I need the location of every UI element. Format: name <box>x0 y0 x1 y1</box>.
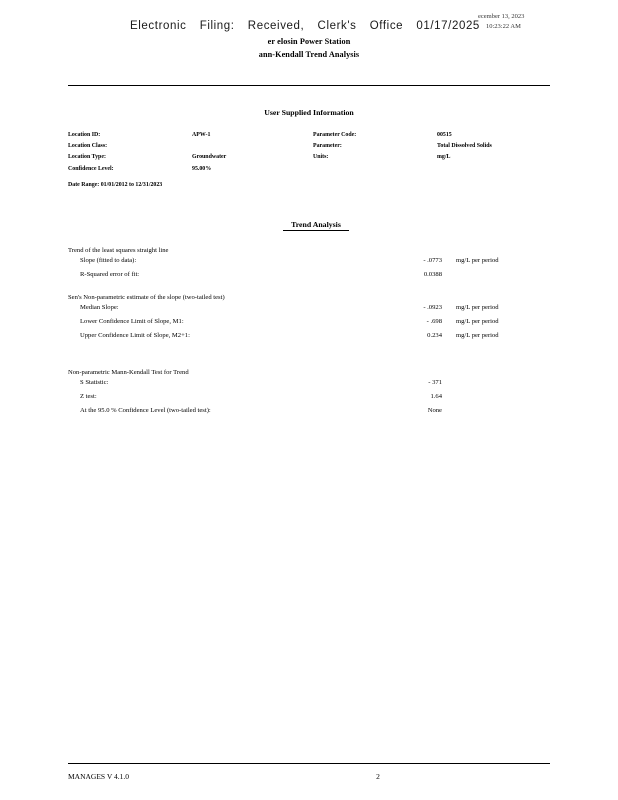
least-squares-header: Trend of the least squares straight line <box>68 247 169 254</box>
page-footer <box>68 772 550 781</box>
result-unit: mg/L per period <box>456 257 499 264</box>
result-unit: mg/L per period <box>456 318 499 325</box>
mann-kendall-header: Non-parametric Mann-Kendall Test for Trend <box>68 369 189 376</box>
least-squares-block <box>68 247 558 285</box>
info-row <box>68 166 558 177</box>
info-cell-right <box>313 132 558 138</box>
report-title-line1: er elosin Power Station <box>267 37 351 46</box>
info-label: Confidence Level: <box>68 165 114 172</box>
result-row <box>68 332 558 346</box>
sens-slope-header: Sen's Non-parametric estimate of the slope (two-tailed test) <box>68 294 225 301</box>
result-value: - .698 <box>426 318 442 325</box>
info-value: 95.00% <box>192 165 212 172</box>
info-cell-left <box>68 132 313 138</box>
info-value: 00515 <box>437 132 452 138</box>
result-label: Lower Confidence Limit of Slope, M1: <box>80 318 184 325</box>
info-value: Total Dissolved Solids <box>437 143 492 150</box>
info-row <box>68 132 558 143</box>
efiling-word-office: Office <box>369 20 404 32</box>
result-unit: mg/L per period <box>456 332 499 339</box>
print-date: ecember 13, 2023 <box>478 13 525 20</box>
result-row <box>68 271 558 285</box>
print-time: 10:23:22 AM <box>486 23 521 31</box>
info-cell-right <box>313 154 558 160</box>
efiling-word-electronic: Electronic <box>130 20 187 32</box>
user-supplied-info-grid <box>68 132 558 188</box>
print-timestamp <box>478 12 606 32</box>
footer-page-number: 2 <box>376 772 380 781</box>
info-row <box>68 154 558 165</box>
result-value: 0.234 <box>427 332 442 339</box>
result-unit: mg/L per period <box>456 304 499 311</box>
result-row <box>68 257 558 271</box>
report-title <box>0 36 618 61</box>
result-value: 1.64 <box>430 393 442 400</box>
efiling-word-filing: Filing: <box>199 20 235 32</box>
result-value: None <box>427 407 442 414</box>
info-label: Location Class: <box>68 143 108 150</box>
info-cell-left <box>68 154 313 160</box>
user-supplied-heading: User Supplied Information <box>264 108 354 117</box>
info-label: Units: <box>313 154 329 161</box>
header-divider <box>68 85 550 86</box>
info-label: Location Type: <box>68 154 106 161</box>
result-row <box>68 407 558 421</box>
footer-divider <box>68 763 550 764</box>
result-label: Median Slope: <box>80 304 119 311</box>
result-value: 0.0388 <box>423 271 442 278</box>
info-value: APW-1 <box>192 132 211 138</box>
trend-analysis-heading: Trend Analysis <box>283 220 349 231</box>
sens-slope-block <box>68 294 558 346</box>
info-value: Groundwater <box>192 154 227 161</box>
info-cell-right <box>313 143 558 149</box>
date-range: Date Range: 01/01/2012 to 12/31/2023 <box>68 181 163 188</box>
info-cell-left <box>68 166 313 172</box>
result-label: Slope (fitted to data): <box>80 257 137 264</box>
result-row <box>68 318 558 332</box>
info-label: Location ID: <box>68 132 101 138</box>
footer-app-version: MANAGES V 4.1.0 <box>68 772 129 781</box>
info-cell-left <box>68 143 313 149</box>
result-label: R-Squared error of fit: <box>80 271 140 278</box>
result-label: Upper Confidence Limit of Slope, M2+1: <box>80 332 190 339</box>
info-label: Parameter: <box>313 143 342 150</box>
result-row <box>68 304 558 318</box>
efiling-stamp <box>130 20 480 32</box>
info-label: Parameter Code: <box>313 132 357 138</box>
result-row <box>68 393 558 407</box>
result-row <box>68 379 558 393</box>
efiling-word-clerks: Clerk's <box>317 20 357 32</box>
mann-kendall-block <box>68 369 558 421</box>
efiling-date: 01/17/2025 <box>416 20 480 32</box>
result-value: - .0773 <box>423 257 442 264</box>
result-label: Z test: <box>80 393 97 400</box>
result-value: - .0923 <box>423 304 442 311</box>
result-label: At the 95.0 % Confidence Level (two-tailed test): <box>80 407 211 414</box>
info-row <box>68 143 558 154</box>
result-label: S Statistic: <box>80 379 109 386</box>
efiling-word-received: Received, <box>247 20 305 32</box>
result-value: - 371 <box>428 379 442 386</box>
info-value: mg/L <box>437 154 451 161</box>
report-title-line2: ann-Kendall Trend Analysis <box>258 49 360 59</box>
